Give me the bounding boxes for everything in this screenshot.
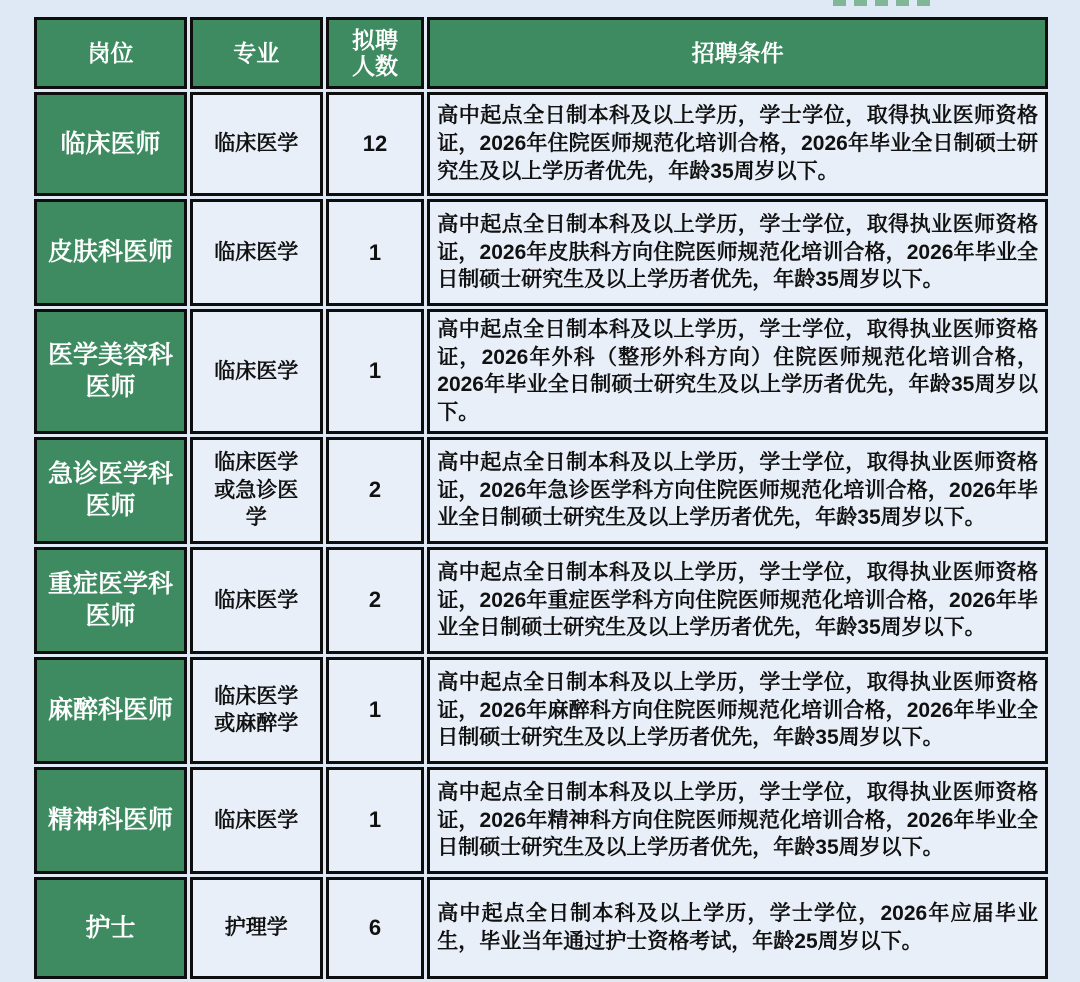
count-cell: 2 xyxy=(326,437,425,544)
requirements-cell: 高中起点全日制本科及以上学历，学士学位，取得执业医师资格证，2026年皮肤科方向住院医师规范化培训合格，2026年毕业全日制硕士研究生及以上学历者优先，年龄35周岁以下。 xyxy=(427,199,1048,306)
table-row xyxy=(34,547,1048,654)
column-header-requirements xyxy=(427,17,1048,89)
position-cell: 重症医学科医师 xyxy=(34,547,187,654)
major-cell: 临床医学 xyxy=(190,767,323,874)
count-cell: 1 xyxy=(326,657,425,764)
table-row xyxy=(34,767,1048,874)
major-cell: 临床医学 xyxy=(190,199,323,306)
count-cell: 1 xyxy=(326,767,425,874)
requirements-cell: 高中起点全日制本科及以上学历，学士学位，取得执业医师资格证，2026年外科（整形外科方向）住院医师规范化培训合格，2026年毕业全日制硕士研究生及以上学历者优先，年龄35周岁以下。 xyxy=(427,309,1048,434)
requirements-cell: 高中起点全日制本科及以上学历，学士学位，取得执业医师资格证，2026年急诊医学科方向住院医师规范化培训合格，2026年毕业全日制硕士研究生及以上学历者优先，年龄35周岁以下。 xyxy=(427,437,1048,544)
table-row xyxy=(34,877,1048,979)
requirements-cell: 高中起点全日制本科及以上学历，学士学位，取得执业医师资格证，2026年精神科方向住院医师规范化培训合格，2026年毕业全日制硕士研究生及以上学历者优先，年龄35周岁以下。 xyxy=(427,767,1048,874)
position-cell: 护士 xyxy=(34,877,187,979)
major-cell: 临床医学 xyxy=(190,309,323,434)
position-cell: 医学美容科医师 xyxy=(34,309,187,434)
column-header-position-label: 岗位 xyxy=(87,39,134,66)
count-cell: 2 xyxy=(326,547,425,654)
position-cell: 皮肤科医师 xyxy=(34,199,187,306)
column-header-requirements-label: 招聘条件 xyxy=(691,39,784,66)
count-cell: 6 xyxy=(326,877,425,979)
major-cell: 临床医学 xyxy=(190,92,323,196)
major-cell: 护理学 xyxy=(190,877,323,979)
table-row xyxy=(34,199,1048,306)
count-cell: 1 xyxy=(326,309,425,434)
major-cell: 临床医学或急诊医学 xyxy=(190,437,323,544)
column-header-count xyxy=(326,17,425,89)
header-row xyxy=(34,17,1048,89)
position-cell: 麻醉科医师 xyxy=(34,657,187,764)
table-row xyxy=(34,309,1048,434)
requirements-cell: 高中起点全日制本科及以上学历，学士学位，取得执业医师资格证，2026年麻醉科方向住院医师规范化培训合格，2026年毕业全日制硕士研究生及以上学历者优先，年龄35周岁以下。 xyxy=(427,657,1048,764)
position-cell: 临床医师 xyxy=(34,92,187,196)
major-cell: 临床医学或麻醉学 xyxy=(190,657,323,764)
column-header-position xyxy=(34,17,187,89)
major-cell: 临床医学 xyxy=(190,547,323,654)
requirements-cell: 高中起点全日制本科及以上学历，学士学位，2026年应届毕业生，毕业当年通过护士资格考试，年龄25周岁以下。 xyxy=(427,877,1048,979)
position-cell: 急诊医学科医师 xyxy=(34,437,187,544)
column-header-major-label: 专业 xyxy=(233,39,280,66)
table-row xyxy=(34,92,1048,196)
requirements-cell: 高中起点全日制本科及以上学历，学士学位，取得执业医师资格证，2026年重症医学科方向住院医师规范化培训合格，2026年毕业全日制硕士研究生及以上学历者优先，年龄35周岁以下。 xyxy=(427,547,1048,654)
column-header-count-label: 拟聘人数 xyxy=(351,26,398,79)
cropped-green-text-fragment xyxy=(833,0,937,6)
position-cell: 精神科医师 xyxy=(34,767,187,874)
table-row xyxy=(34,657,1048,764)
count-cell: 1 xyxy=(326,199,425,306)
recruitment-table xyxy=(31,14,1051,982)
count-cell: 12 xyxy=(326,92,425,196)
requirements-cell: 高中起点全日制本科及以上学历，学士学位，取得执业医师资格证，2026年住院医师规范化培训合格，2026年毕业全日制硕士研究生及以上学历者优先，年龄35周岁以下。 xyxy=(427,92,1048,196)
column-header-major xyxy=(190,17,323,89)
table-row xyxy=(34,437,1048,544)
